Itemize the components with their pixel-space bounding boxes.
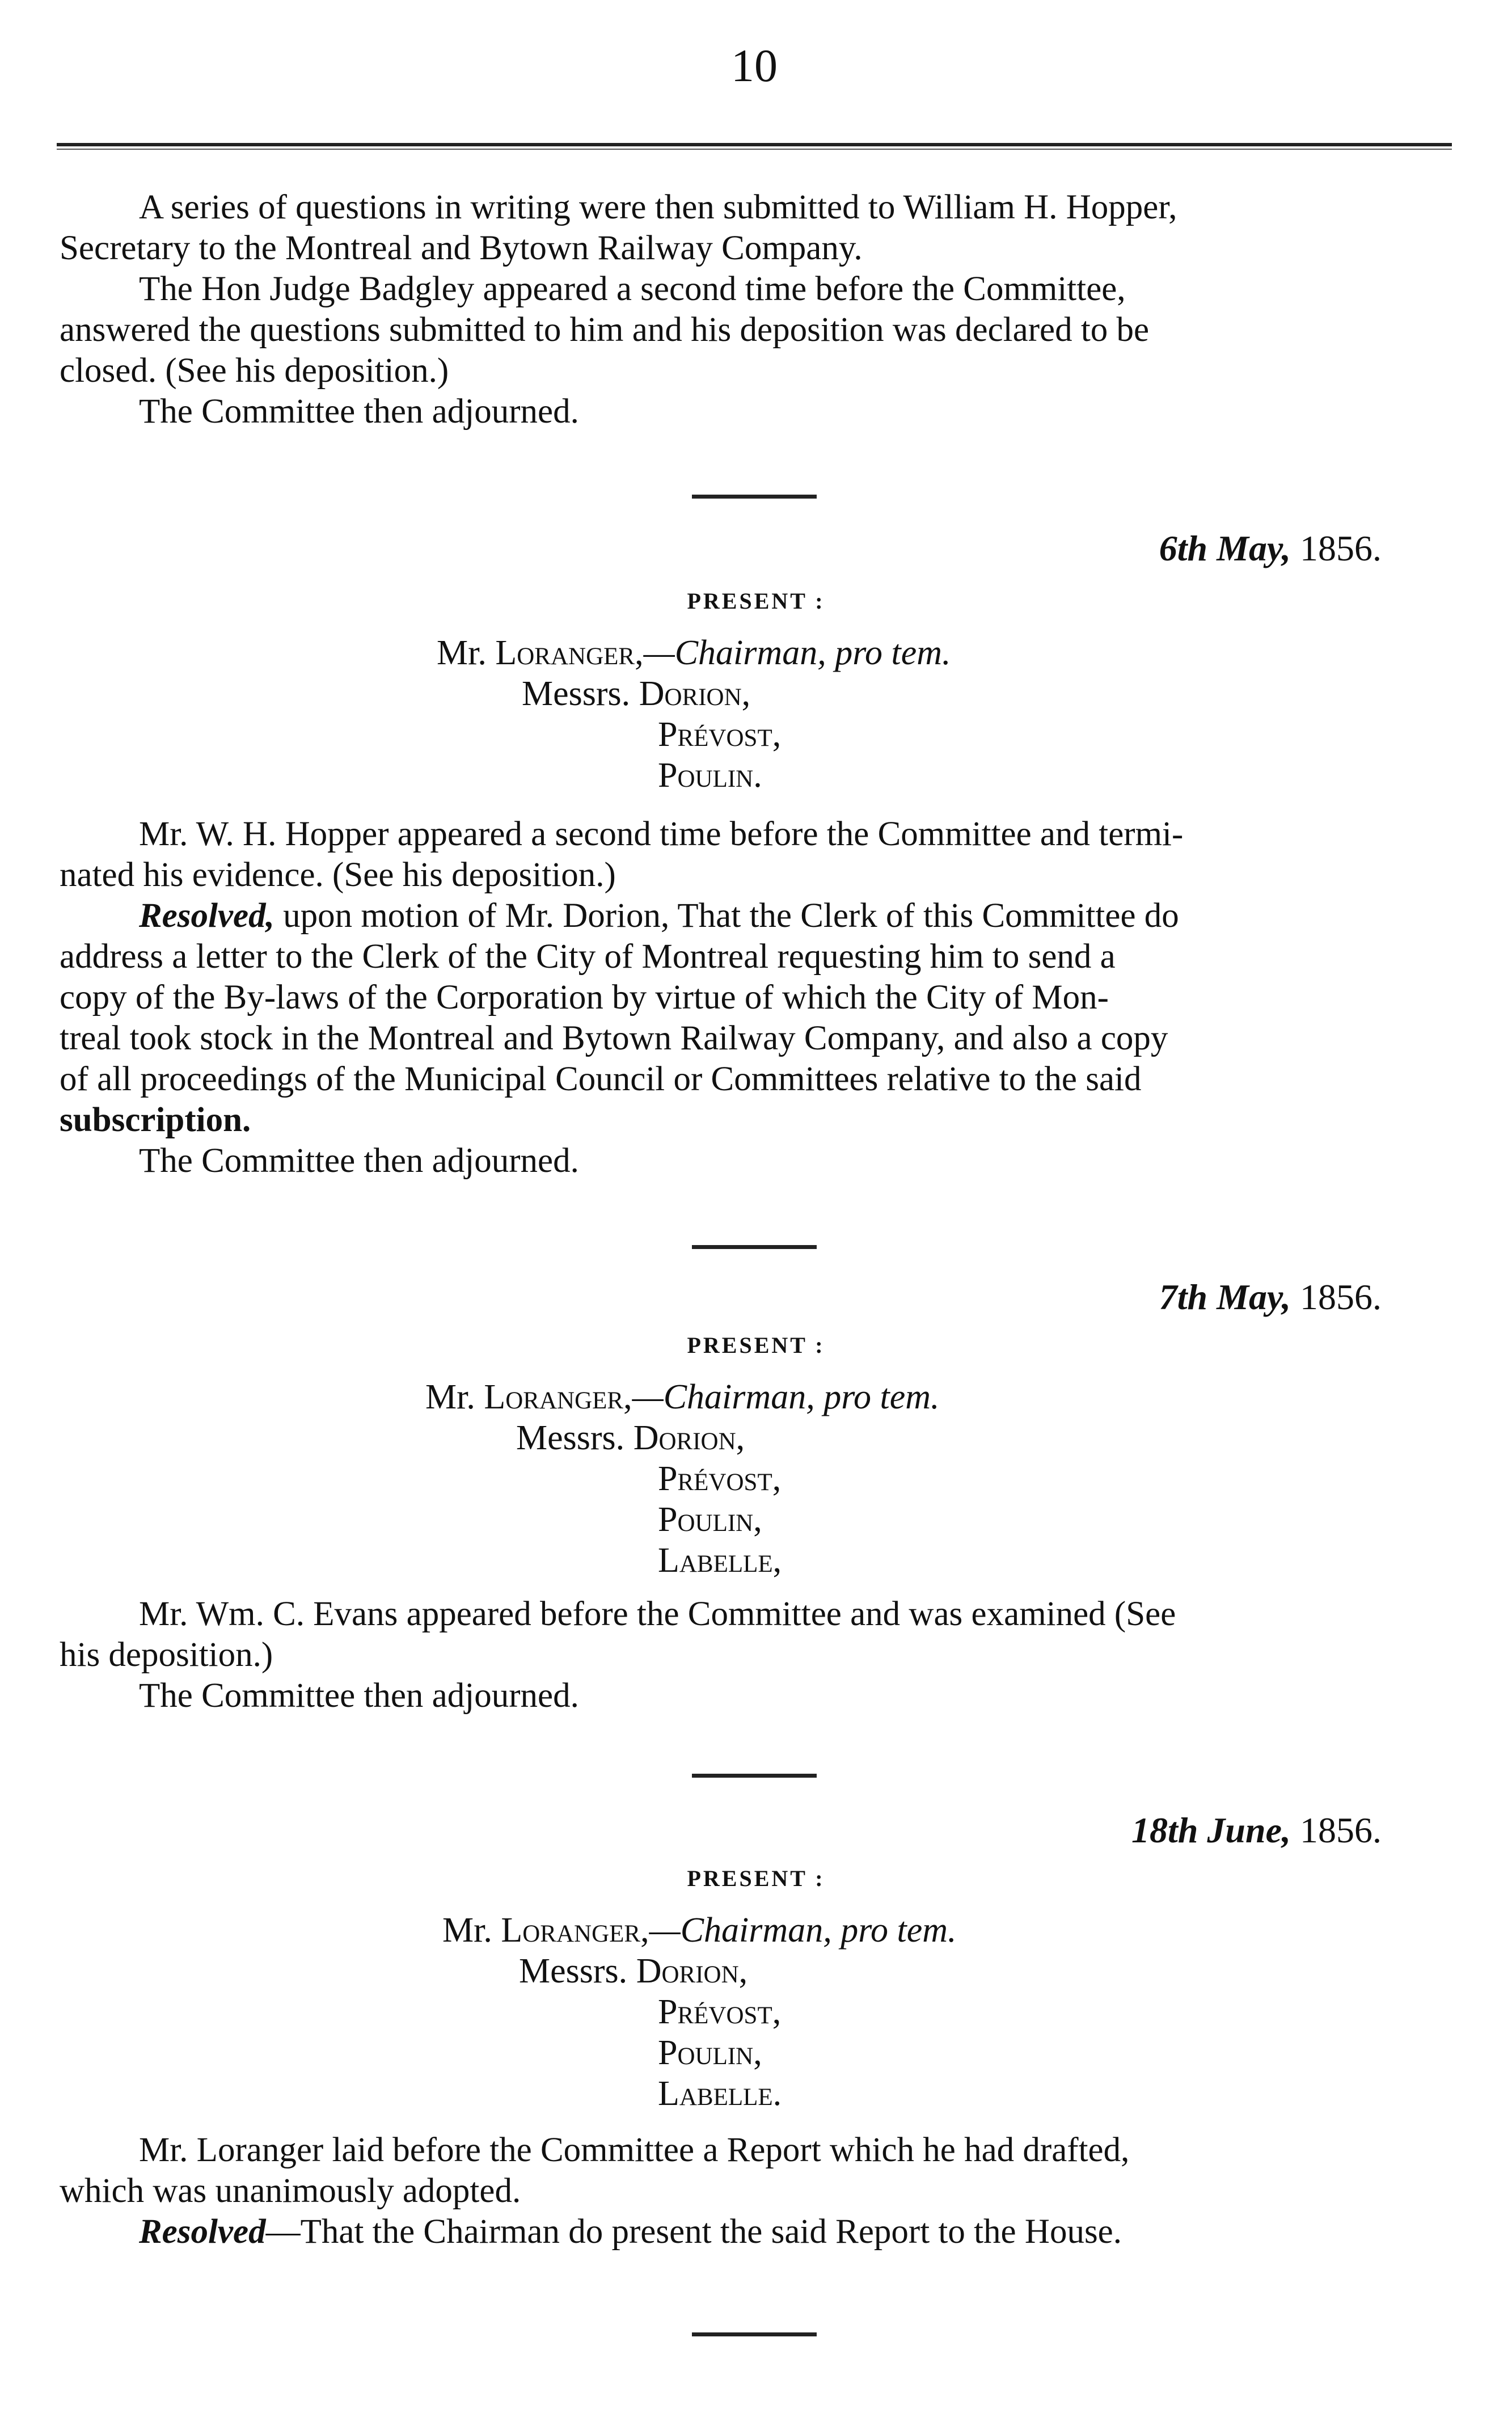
section-separator — [692, 1774, 817, 1778]
paragraph-line: copy of the By-laws of the Corporation by virtue of which the City of Mon- — [60, 978, 1109, 1016]
session-date: 7th May, 1856. — [1159, 1277, 1382, 1317]
member-name: Prévost, — [658, 1459, 782, 1498]
member-name: Prévost, — [658, 1993, 782, 2031]
chairman-line: Mr. Loranger,—Chairman, pro tem. — [437, 634, 951, 672]
resolution-line: Resolved—That the Chairman do present the said Report to the House. — [139, 2213, 1122, 2251]
member-name: Prévost, — [658, 715, 782, 754]
member-name: Poulin. — [658, 756, 762, 795]
chairman-line: Mr. Loranger,—Chairman, pro tem. — [442, 1911, 957, 1950]
intro-line-4: answered the questions submitted to him and his deposition was declared to be — [60, 311, 1150, 349]
paragraph-line: Mr. Loranger laid before the Committee a Report which he had drafted, — [139, 2131, 1130, 2169]
paragraph-line: address a letter to the Clerk of the City of Montreal requesting him to send a — [60, 938, 1116, 976]
chairman-line: Mr. Loranger,—Chairman, pro tem. — [425, 1378, 940, 1416]
paragraph-line: Mr. W. H. Hopper appeared a second time before the Committee and termi- — [139, 815, 1184, 853]
present-heading: PRESENT : — [687, 1866, 825, 1891]
page-number: 10 — [731, 40, 778, 91]
members-line: Messrs. Dorion, — [519, 1952, 748, 1990]
session-date: 18th June, 1856. — [1131, 1810, 1382, 1850]
paragraph-line: subscription. — [60, 1101, 251, 1139]
section-separator — [692, 495, 817, 499]
member-name: Poulin, — [658, 1500, 762, 1539]
intro-line-6: The Committee then adjourned. — [139, 393, 579, 431]
section-separator — [692, 2332, 817, 2336]
paragraph-line: treal took stock in the Montreal and Bytown Railway Company, and also a copy — [60, 1019, 1168, 1057]
paragraph-line: nated his evidence. (See his deposition.) — [60, 856, 616, 894]
intro-line-3: The Hon Judge Badgley appeared a second time before the Committee, — [139, 270, 1126, 308]
members-line: Messrs. Dorion, — [516, 1419, 745, 1457]
intro-line-1: A series of questions in writing were then submitted to William H. Hopper, — [139, 188, 1177, 226]
paragraph-line: of all proceedings of the Municipal Council or Committees relative to the said — [60, 1060, 1142, 1098]
paragraph-line: which was unanimously adopted. — [60, 2172, 521, 2210]
member-name: Labelle, — [658, 1541, 782, 1580]
paragraph-line: Mr. Wm. C. Evans appeared before the Committee and was examined (See — [139, 1595, 1176, 1633]
member-name: Labelle. — [658, 2074, 782, 2113]
resolved-word: Resolved — [139, 2213, 266, 2251]
session-date: 6th May, 1856. — [1159, 528, 1382, 568]
member-name: Poulin, — [658, 2033, 762, 2072]
resolved-word: Resolved, — [139, 897, 274, 935]
paragraph-line: his deposition.) — [60, 1636, 273, 1674]
intro-line-5: closed. (See his deposition.) — [60, 352, 449, 390]
header-rule — [57, 143, 1452, 150]
present-heading: PRESENT : — [687, 588, 825, 614]
adjourned-line: The Committee then adjourned. — [139, 1142, 579, 1180]
section-separator — [692, 1245, 817, 1249]
resolution-line: Resolved, upon motion of Mr. Dorion, That the Clerk of this Committee do — [139, 897, 1179, 935]
intro-line-2: Secretary to the Montreal and Bytown Railway Company. — [60, 229, 863, 267]
members-line: Messrs. Dorion, — [522, 674, 751, 713]
adjourned-line: The Committee then adjourned. — [139, 1677, 579, 1715]
present-heading: PRESENT : — [687, 1332, 825, 1358]
